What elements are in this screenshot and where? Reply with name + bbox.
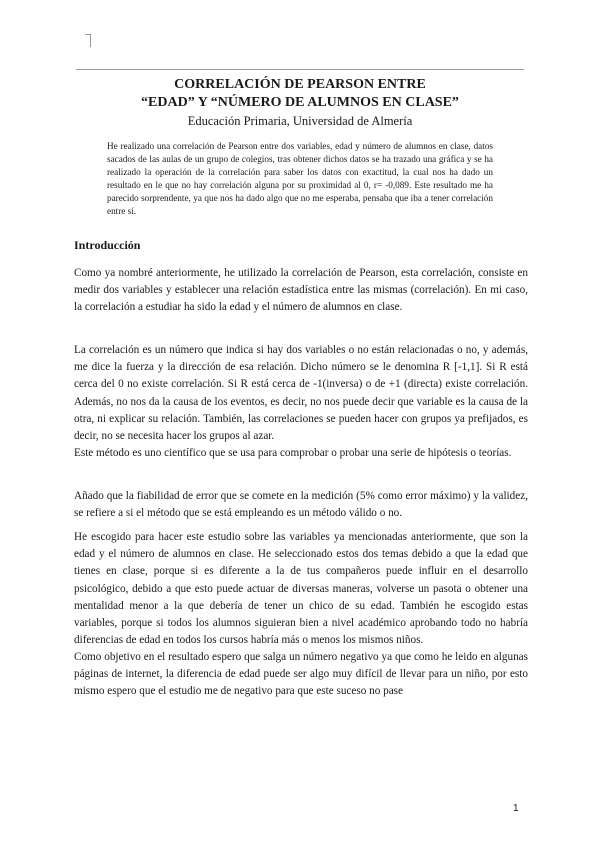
page-number: 1 bbox=[513, 803, 519, 814]
affiliation: Educación Primaria, Universidad de Almería bbox=[187, 114, 413, 128]
paragraph: Como ya nombré anteriormente, he utilizado la correlación de Pearson, esta correlación, consiste en medir dos variables y establecer una relación estadística entre las mismas (correlación). En mi caso, la correlación a estudiar ha sido la edad y el número de alumnos en clase. bbox=[74, 267, 528, 314]
paragraph: Este método es uno científico que se usa para comprobar o probar una serie de hipótesis o teorías. bbox=[74, 447, 512, 459]
abstract: He realizado una correlación de Pearson entre dos variables, edad y número de alumnos en clase, datos sacados de las aulas de un grupo de colegios, tras obtener dichos datos se ha trazado una gráfica y se ha realizado la operación de la correlación para saber los datos con exactitud, la cual nos ha dado un resultado en le que no hay correlación alguna por su proximidad al 0, r= -0,089. Este resultado me ha parecido sorprendente, ya que nos ha dado algo que no me esperaba, pensaba que iba a tener correlación entre sí. bbox=[107, 141, 493, 217]
paragraph: Añado que la fiabilidad de error que se comete en la medición (5% como error máximo) y la validez, se refiere a si el método que se está empleando es un método válido o no. bbox=[74, 490, 528, 520]
section-heading-introduccion: Introducción bbox=[74, 238, 141, 252]
paragraph: Como objetivo en el resultado espero que salga un número negativo ya que como he leido en algunas páginas de internet, la diferencia de edad puede ser algo muy difícil de llevar para un niño, por esto mismo espero que el estudio me de negativo para que este suceso no pase bbox=[74, 651, 528, 698]
crop-mark-icon bbox=[85, 34, 91, 47]
title-line-2: “EDAD” Y “NÚMERO DE ALUMNOS EN CLASE” bbox=[141, 95, 459, 110]
paragraph: La correlación es un número que indica si hay dos variables o no están relacionadas o no, y además, me dice la fuerza y la dirección de esa relación. Dicho número se le denomina R [-1,1]. Si R está cerca del 0 no existe correlación. Si R está cerca de -1(inversa) o de +1 (directa) existe correlación. Además, no nos da la causa de los eventos, es decir, no nos puede decir que variable es la causa de la otra, ni explicar su relación. También, las correlaciones se pueden hacer con grupos ya prefijados, es decir, no se necesita hacer los grupos al azar. bbox=[74, 344, 528, 443]
title-line-1: CORRELACIÓN DE PEARSON ENTRE bbox=[174, 77, 426, 92]
paragraph: He escogido para hacer este estudio sobre las variables ya mencionadas anteriormente, que son la edad y el número de alumnos en clase. He seleccionado estos dos temas debido a que la edad que tienes en clase, porque si es diferente a la de tus compañeros puede influir en el desarrollo psicológico, debido a que esto puede actuar de diversas maneras, volverse un pasota o obtener una mentalidad menor a la que debería de tener un chico de su edad. También he escogido estas variables, porque si todos los alumnos siguieran bien a nivel académico aprobando todo no habría diferencias de edad en todos los cursos habría más o menos los mismos niños. bbox=[74, 531, 528, 647]
header-rule bbox=[76, 69, 524, 70]
